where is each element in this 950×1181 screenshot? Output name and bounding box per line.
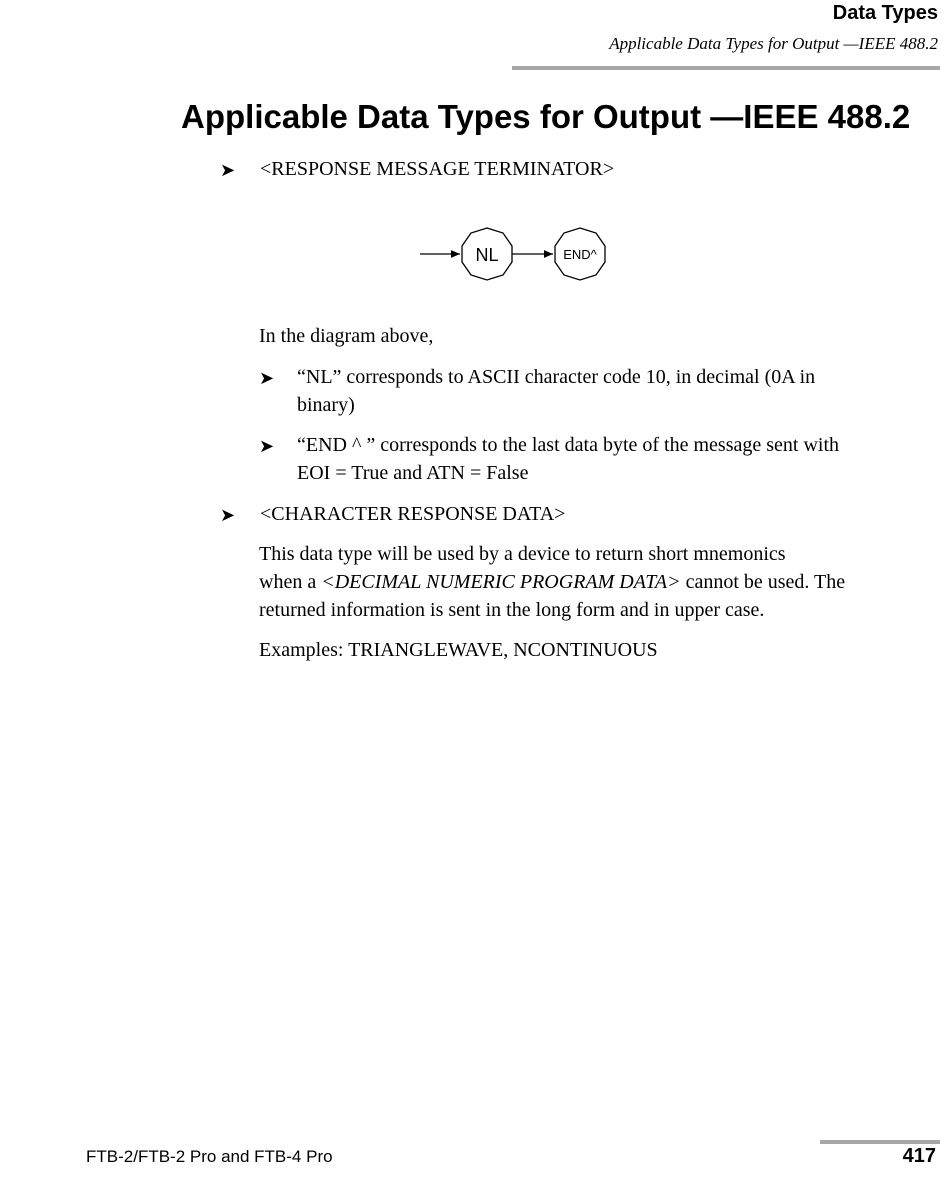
paragraph-line-3: returned information is sent in the long form and in upper case. — [259, 599, 765, 621]
bullet-arrow-icon: ➤ — [259, 436, 275, 456]
nl-description-line-2: binary) — [297, 394, 355, 416]
footer-product-name: FTB-2/FTB-2 Pro and FTB-4 Pro — [86, 1147, 333, 1166]
bullet-arrow-icon: ➤ — [220, 160, 236, 180]
paragraph-line-2-end: cannot be used. The — [680, 571, 846, 593]
header-rule — [512, 66, 940, 70]
nl-description-line-1: “NL” corresponds to ASCII character code 10, in decimal (0A in — [297, 366, 816, 388]
diagram-node-nl-label: NL — [475, 245, 499, 265]
diagram-node-end-label: END^ — [563, 247, 597, 262]
paragraph-line-2-italic: <DECIMAL NUMERIC PROGRAM DATA> — [321, 571, 681, 593]
section-heading-character-response-data: <CHARACTER RESPONSE DATA> — [260, 503, 566, 525]
syntax-diagram — [414, 224, 614, 286]
page-number: 417 — [902, 1145, 936, 1167]
paragraph-line-1: This data type will be used by a device to return short mnemonics — [259, 543, 786, 565]
end-description-line-1: “END ^ ” corresponds to the last data byte of the message sent with — [297, 434, 840, 456]
paragraph-line-2-start: when a — [259, 571, 322, 593]
diagram-intro-text: In the diagram above, — [259, 325, 434, 347]
paragraph-line-2 — [259, 568, 845, 596]
bullet-arrow-icon: ➤ — [220, 505, 236, 525]
bullet-arrow-icon: ➤ — [259, 368, 275, 388]
running-header-subtitle: Applicable Data Types for Output —IEEE 488.2 — [609, 34, 938, 53]
section-heading-response-message-terminator: <RESPONSE MESSAGE TERMINATOR> — [260, 158, 615, 180]
examples-line: Examples: TRIANGLEWAVE, NCONTINUOUS — [259, 639, 658, 661]
footer-rule — [820, 1140, 940, 1144]
end-description-line-2: EOI = True and ATN = False — [297, 462, 529, 484]
running-header-title: Data Types — [832, 2, 938, 24]
page-title: Applicable Data Types for Output —IEEE 488.2 — [181, 98, 911, 135]
